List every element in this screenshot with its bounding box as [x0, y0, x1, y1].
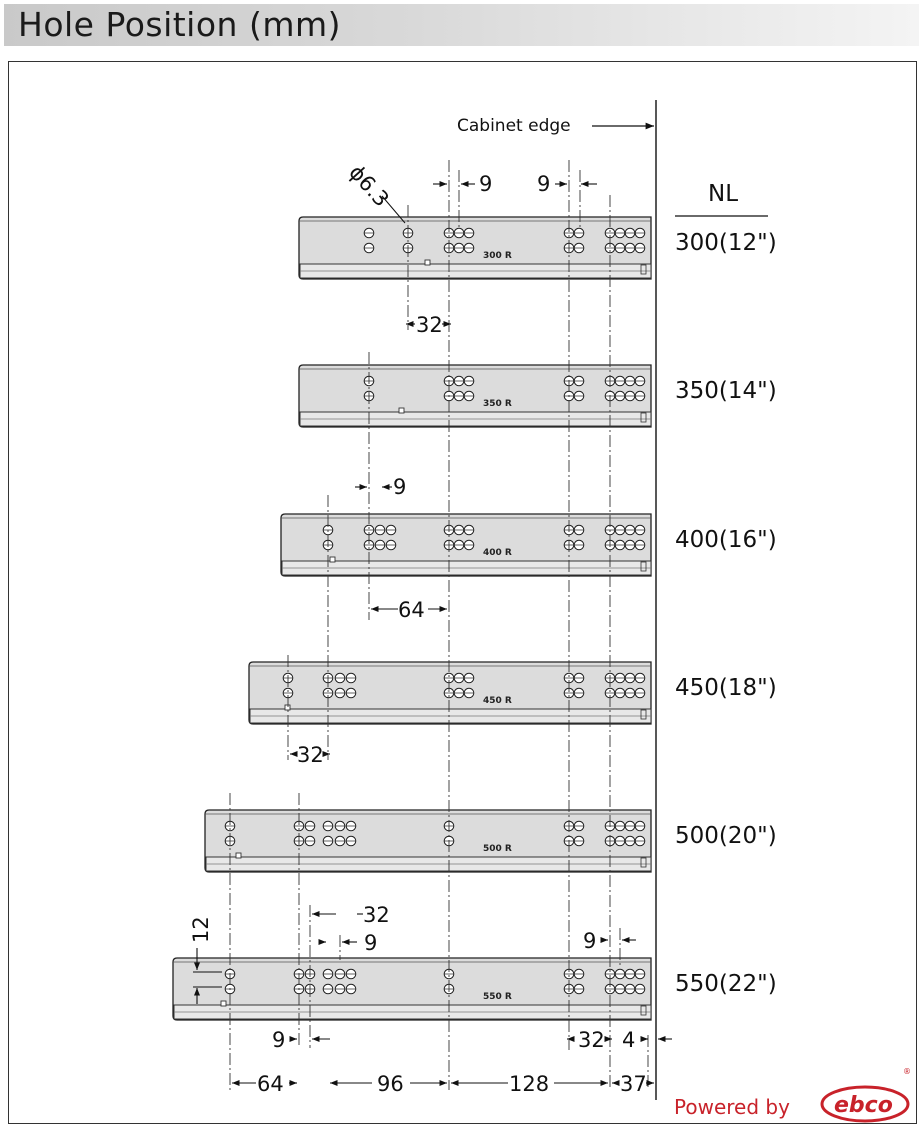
slide-model-mark: 300 R	[483, 251, 512, 261]
slide-notch	[236, 853, 241, 858]
slide-nl-label: 300(12")	[675, 230, 777, 256]
slide-notch	[399, 408, 404, 413]
dim-9-400: 9	[393, 475, 407, 499]
slide-notch	[285, 705, 290, 710]
dim-b9: 9	[272, 1028, 286, 1052]
slide-model-mark: 450 R	[483, 696, 512, 706]
slide-model-mark: 500 R	[483, 844, 512, 854]
dim-b96: 96	[377, 1072, 404, 1096]
dim-b32: 32	[578, 1028, 605, 1052]
slide-550	[173, 958, 777, 1020]
dim-b128: 128	[509, 1072, 550, 1096]
slide-500	[205, 810, 777, 872]
slide-notch	[425, 260, 430, 265]
ebco-logo: ebco	[834, 1093, 893, 1118]
powered-by-text: Powered by	[674, 1095, 790, 1119]
slide-350	[299, 365, 777, 427]
diameter-label: ϕ6.3	[344, 160, 394, 212]
dim-b64: 64	[257, 1072, 284, 1096]
page-title: Hole Position (mm)	[18, 5, 341, 44]
dim-top-9-a: 9	[479, 172, 493, 196]
dim-12-550: 12	[189, 916, 213, 943]
slide-model-mark: 400 R	[483, 548, 512, 558]
slide-model-mark: 350 R	[483, 399, 512, 409]
dim-top-9-b: 9	[537, 172, 551, 196]
slide-nl-label: 500(20")	[675, 823, 777, 849]
dim-b4: 4	[622, 1028, 636, 1052]
slide-400	[281, 514, 777, 576]
slide-nl-label: 550(22")	[675, 971, 777, 997]
nl-header: NL	[708, 181, 739, 207]
slide-300	[299, 217, 777, 279]
dim-64-400: 64	[398, 598, 425, 622]
dim-9-550-right: 9	[583, 929, 597, 953]
dim-9-550-left: 9	[364, 931, 378, 955]
cabinet-edge-label: Cabinet edge	[457, 116, 571, 136]
slide-nl-label: 400(16")	[675, 527, 777, 553]
slide-model-mark: 550 R	[483, 992, 512, 1002]
slide-nl-label: 350(14")	[675, 378, 777, 404]
dim-32-300: 32	[416, 313, 443, 337]
dim-b37: 37	[620, 1072, 647, 1096]
dim-32-450: 32	[297, 743, 324, 767]
slide-notch	[221, 1001, 226, 1006]
slide-notch	[330, 557, 335, 562]
registered-mark: ®	[903, 1067, 911, 1076]
dim-32-550: 32	[363, 903, 390, 927]
slide-nl-label: 450(18")	[675, 675, 777, 701]
